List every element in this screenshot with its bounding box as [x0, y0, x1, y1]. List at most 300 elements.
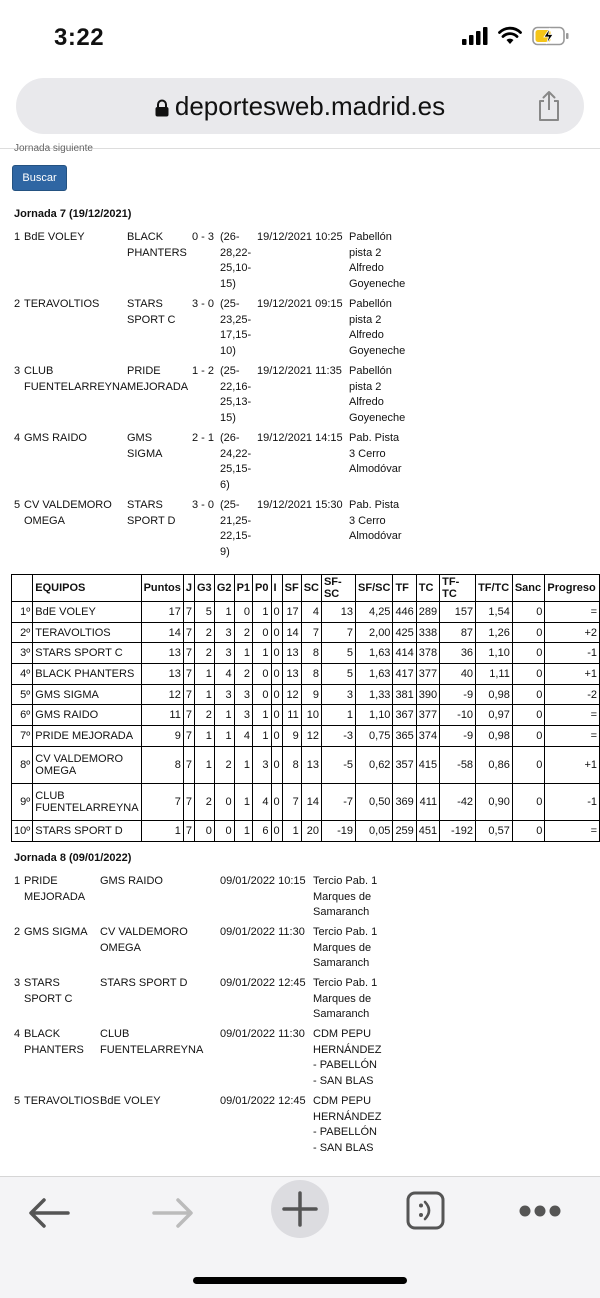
standings-cell: 13: [282, 643, 301, 664]
standings-cell: =: [545, 602, 600, 623]
standings-cell: 36: [440, 643, 476, 664]
standings-cell: 1: [234, 783, 252, 820]
standings-cell: 0: [271, 820, 282, 841]
standings-cell: 0: [253, 664, 271, 685]
standings-cell: 0: [253, 622, 271, 643]
match-venue: Tercio Pab. 1: [313, 875, 378, 887]
away-team: SPORT D: [127, 514, 176, 527]
match-number: 2: [14, 926, 21, 938]
standings-row: [12, 643, 600, 664]
match-venue: Alfredo: [349, 329, 384, 342]
standings-cell: 14: [282, 622, 301, 643]
standings-row: [12, 705, 600, 726]
standings-cell: 13: [141, 643, 183, 664]
standings-cell: 2,00: [356, 622, 393, 643]
standings-cell: 7: [183, 622, 194, 643]
column-header: J: [183, 575, 194, 602]
home-team: STARS: [24, 977, 60, 989]
standings-cell: 414: [393, 643, 416, 664]
standings-cell: 87: [440, 622, 476, 643]
match-datetime: 09/01/2022 12:45: [220, 1095, 306, 1107]
standings-row: [12, 783, 600, 820]
match-datetime: 09/01/2022 11:30: [220, 1028, 305, 1040]
match-venue: Samaranch: [313, 906, 370, 919]
standings-cell: 10º: [12, 820, 33, 841]
standings-cell: 8: [141, 746, 183, 783]
away-team: BLACK: [127, 231, 164, 243]
standings-cell: 2º: [12, 622, 33, 643]
match-venue: Marques de: [313, 992, 372, 1005]
standings-header-row: [12, 575, 600, 602]
match-number: 5: [14, 1095, 21, 1107]
standings-cell: 369: [393, 783, 416, 820]
set-scores: (26-: [220, 231, 240, 243]
standings-cell: -9: [440, 726, 476, 747]
column-header: TF/TC: [476, 575, 513, 602]
home-team: TERAVOLTIOS: [24, 1095, 100, 1107]
standings-cell: 7: [183, 783, 194, 820]
standings-cell: 17: [282, 602, 301, 623]
match-number: 3: [14, 365, 21, 377]
team-name-cell: GMS SIGMA: [33, 684, 141, 705]
standings-cell: 13: [321, 602, 355, 623]
away-team: STARS: [127, 298, 163, 310]
match-score: 1 - 2: [192, 365, 215, 377]
away-team: STARS SPORT D: [100, 977, 188, 989]
page-content: [0, 143, 600, 1175]
standings-cell: 1: [282, 820, 301, 841]
standings-cell: 2: [194, 643, 214, 664]
standings-row: [12, 664, 600, 685]
standings-cell: -2: [545, 684, 600, 705]
team-name-cell: CLUB FUENTELARREYNA: [33, 783, 141, 820]
standings-cell: 2: [214, 746, 234, 783]
home-team: CV VALDEMORO: [24, 499, 112, 511]
standings-cell: 7: [183, 705, 194, 726]
standings-cell: 0: [271, 602, 282, 623]
away-team: SIGMA: [127, 447, 163, 460]
standings-cell: 0,98: [476, 726, 513, 747]
lock-icon: [155, 99, 169, 117]
set-scores: (25-: [220, 499, 240, 511]
standings-cell: 0: [512, 726, 545, 747]
away-team: MEJORADA: [127, 380, 189, 393]
match-venue: CDM PEPU: [313, 1028, 372, 1040]
standings-cell: 0: [271, 643, 282, 664]
standings-cell: 1: [253, 726, 271, 747]
standings-row: [12, 726, 600, 747]
match-datetime: 19/12/2021 14:15: [257, 432, 343, 444]
standings-cell: 3: [234, 705, 252, 726]
standings-cell: 11: [141, 705, 183, 726]
back-arrow-icon[interactable]: [26, 1195, 72, 1231]
standings-cell: 0,90: [476, 783, 513, 820]
match-venue: Almodóvar: [349, 463, 402, 476]
standings-cell: 415: [416, 746, 439, 783]
standings-cell: 1: [234, 746, 252, 783]
standings-cell: 0: [512, 783, 545, 820]
standings-cell: 378: [416, 643, 439, 664]
match-venue: Pabellón: [349, 231, 392, 243]
standings-cell: -9: [440, 684, 476, 705]
match-venue: HERNÁNDEZ: [313, 1110, 382, 1123]
set-scores: 23,25-: [220, 313, 252, 326]
home-team: GMS RAIDO: [24, 432, 87, 444]
standings-cell: 1: [214, 705, 234, 726]
standings-cell: -58: [440, 746, 476, 783]
match-venue: Samaranch: [313, 957, 370, 970]
standings-cell: -5: [321, 746, 355, 783]
standings-cell: 1,54: [476, 602, 513, 623]
standings-cell: 1: [253, 602, 271, 623]
standings-cell: 8º: [12, 746, 33, 783]
team-name-cell: STARS SPORT D: [33, 820, 141, 841]
standings-cell: 2: [194, 783, 214, 820]
standings-cell: 1º: [12, 602, 33, 623]
standings-cell: 377: [416, 664, 439, 685]
standings-cell: 7: [282, 783, 301, 820]
home-team: MEJORADA: [24, 890, 86, 903]
standings-cell: 0,98: [476, 684, 513, 705]
standings-row: [12, 602, 600, 623]
standings-row: [12, 684, 600, 705]
standings-cell: 4: [234, 726, 252, 747]
standings-cell: 0: [512, 622, 545, 643]
standings-cell: 9: [301, 684, 321, 705]
standings-cell: 14: [301, 783, 321, 820]
status-time: 3:22: [54, 24, 105, 51]
standings-cell: 1: [321, 705, 355, 726]
standings-cell: 357: [393, 746, 416, 783]
standings-cell: 7: [183, 602, 194, 623]
status-icons: [462, 26, 570, 46]
home-team: FUENTELARREYNA: [24, 380, 128, 393]
column-header: TF: [393, 575, 416, 602]
match-venue: - SAN BLAS: [313, 1075, 374, 1088]
set-scores: 25,10-: [220, 262, 252, 275]
match-venue: Pabellón: [349, 298, 392, 310]
standings-cell: 1: [234, 820, 252, 841]
standings-cell: 0: [271, 622, 282, 643]
match-datetime: 19/12/2021 09:15: [257, 298, 343, 310]
standings-cell: 11: [282, 705, 301, 726]
standings-cell: 4: [253, 783, 271, 820]
away-team: GMS: [127, 432, 153, 444]
standings-cell: 7: [183, 726, 194, 747]
standings-cell: 0: [194, 820, 214, 841]
standings-cell: 0,57: [476, 820, 513, 841]
column-header: G3: [194, 575, 214, 602]
match-venue: Goyeneche: [349, 412, 406, 425]
match-venue: - PABELLÓN: [313, 1126, 377, 1139]
match-venue: Pab. Pista: [349, 432, 400, 444]
standings-cell: 0,50: [356, 783, 393, 820]
match-venue: Alfredo: [349, 262, 384, 275]
search-button[interactable]: Buscar: [12, 165, 67, 191]
home-team: TERAVOLTIOS: [24, 298, 100, 310]
standings-cell: 4: [301, 602, 321, 623]
standings-cell: 6º: [12, 705, 33, 726]
match-venue: pista 2: [349, 313, 382, 326]
standings-cell: 1: [194, 746, 214, 783]
standings-cell: 0: [271, 726, 282, 747]
standings-cell: 1: [141, 820, 183, 841]
standings-cell: 2: [194, 622, 214, 643]
team-name-cell: TERAVOLTIOS: [33, 622, 141, 643]
team-name-cell: PRIDE MEJORADA: [33, 726, 141, 747]
standings-cell: 1: [214, 602, 234, 623]
signal-icon: [462, 27, 488, 45]
standings-cell: 0: [214, 820, 234, 841]
set-scores: 15): [220, 412, 236, 425]
column-header: [12, 575, 33, 602]
set-scores: (25-: [220, 298, 240, 310]
match-score: 3 - 0: [192, 298, 215, 310]
standings-cell: +2: [545, 622, 600, 643]
standings-cell: 7: [321, 622, 355, 643]
standings-cell: 6: [253, 820, 271, 841]
standings-cell: -1: [545, 643, 600, 664]
standings-cell: 1: [194, 664, 214, 685]
standings-cell: 5: [321, 643, 355, 664]
standings-cell: 7: [301, 622, 321, 643]
standings-cell: 7: [183, 684, 194, 705]
jornada-8-title: Jornada 8 (09/01/2022): [14, 852, 132, 864]
away-team: SPORT C: [127, 313, 176, 326]
away-team: PHANTERS: [127, 246, 187, 259]
team-name-cell: BdE VOLEY: [33, 602, 141, 623]
standings-cell: 1: [253, 705, 271, 726]
home-team: OMEGA: [24, 514, 65, 527]
set-scores: 15): [220, 278, 236, 291]
standings-cell: -42: [440, 783, 476, 820]
home-team: PHANTERS: [24, 1043, 84, 1056]
standings-cell: 7: [141, 783, 183, 820]
standings-cell: -7: [321, 783, 355, 820]
battery-charging-icon: [532, 26, 570, 46]
column-header: Sanc: [512, 575, 545, 602]
column-header: TC: [416, 575, 439, 602]
standings-cell: 0,97: [476, 705, 513, 726]
standings-cell: 7: [183, 664, 194, 685]
standings-cell: 3: [253, 746, 271, 783]
standings-cell: 14: [141, 622, 183, 643]
standings-cell: 411: [416, 783, 439, 820]
standings-cell: 451: [416, 820, 439, 841]
set-scores: 22,16-: [220, 380, 252, 393]
standings-cell: 4,25: [356, 602, 393, 623]
standings-cell: 1: [214, 726, 234, 747]
standings-cell: 1: [234, 643, 252, 664]
match-number: 4: [14, 1028, 21, 1040]
standings-cell: 12: [282, 684, 301, 705]
match-datetime: 19/12/2021 11:35: [257, 365, 342, 377]
standings-cell: 0: [271, 664, 282, 685]
set-scores: 6): [220, 479, 230, 492]
match-score: 2 - 1: [192, 432, 215, 444]
standings-cell: 3º: [12, 643, 33, 664]
plus-icon[interactable]: [270, 1179, 330, 1239]
team-name-cell: CV VALDEMORO OMEGA: [33, 746, 141, 783]
forward-arrow-icon[interactable]: [150, 1195, 196, 1231]
standings-cell: 3: [214, 643, 234, 664]
standings-cell: 289: [416, 602, 439, 623]
standings-cell: 0: [253, 684, 271, 705]
away-team: CV VALDEMORO: [100, 926, 188, 938]
standings-cell: 0: [512, 746, 545, 783]
standings-cell: 157: [440, 602, 476, 623]
set-scores: 17,15-: [220, 329, 252, 342]
standings-cell: 338: [416, 622, 439, 643]
standings-cell: 7: [183, 643, 194, 664]
match-venue: 3 Cerro: [349, 447, 386, 460]
standings-cell: 1,11: [476, 664, 513, 685]
column-header: SF/SC: [356, 575, 393, 602]
standings-cell: 0,05: [356, 820, 393, 841]
standings-cell: 17: [141, 602, 183, 623]
standings-cell: 0: [271, 705, 282, 726]
standings-cell: 367: [393, 705, 416, 726]
home-team: CLUB: [24, 365, 54, 377]
match-number: 2: [14, 298, 21, 310]
standings-cell: 20: [301, 820, 321, 841]
status-bar: [0, 0, 600, 74]
standings-cell: 13: [301, 746, 321, 783]
standings-cell: 1: [194, 684, 214, 705]
standings-cell: 1: [194, 726, 214, 747]
set-scores: 24,22-: [220, 447, 252, 460]
standings-cell: 3: [321, 684, 355, 705]
standings-cell: 3: [214, 684, 234, 705]
standings-cell: 0: [512, 820, 545, 841]
standings-cell: 2: [234, 664, 252, 685]
standings-cell: +1: [545, 746, 600, 783]
home-team: PRIDE: [24, 875, 58, 887]
standings-cell: 1,63: [356, 643, 393, 664]
match-venue: HERNÁNDEZ: [313, 1043, 382, 1056]
standings-cell: -3: [321, 726, 355, 747]
standings-cell: 381: [393, 684, 416, 705]
match-number: 4: [14, 432, 21, 444]
standings-table: [11, 574, 600, 842]
standings-cell: 365: [393, 726, 416, 747]
standings-cell: 10: [301, 705, 321, 726]
address-bar[interactable]: [16, 78, 584, 134]
standings-cell: 5: [321, 664, 355, 685]
standings-cell: 0: [271, 783, 282, 820]
url-display[interactable]: [16, 91, 584, 122]
standings-cell: 13: [282, 664, 301, 685]
match-number: 1: [14, 875, 21, 887]
match-venue: Tercio Pab. 1: [313, 926, 378, 938]
standings-cell: 0: [512, 643, 545, 664]
standings-cell: 8: [301, 643, 321, 664]
standings-cell: 0: [234, 602, 252, 623]
match-venue: Marques de: [313, 941, 372, 954]
standings-cell: 9: [141, 726, 183, 747]
standings-cell: 5º: [12, 684, 33, 705]
standings-cell: -19: [321, 820, 355, 841]
standings-cell: 8: [301, 664, 321, 685]
standings-cell: 0: [512, 664, 545, 685]
team-name-cell: BLACK PHANTERS: [33, 664, 141, 685]
away-team: GMS RAIDO: [100, 875, 163, 887]
home-team: BLACK: [24, 1028, 61, 1040]
standings-row: [12, 622, 600, 643]
column-header: P1: [234, 575, 252, 602]
column-header: SF: [282, 575, 301, 602]
match-venue: 3 Cerro: [349, 514, 386, 527]
standings-cell: 8: [282, 746, 301, 783]
match-venue: Pabellón: [349, 365, 392, 377]
standings-cell: +1: [545, 664, 600, 685]
standings-cell: -1: [545, 783, 600, 820]
match-number: 1: [14, 231, 21, 243]
standings-cell: 12: [301, 726, 321, 747]
standings-cell: 0: [512, 602, 545, 623]
standings-cell: 417: [393, 664, 416, 685]
home-indicator: [193, 1277, 407, 1284]
standings-cell: 3: [234, 684, 252, 705]
set-scores: 10): [220, 345, 236, 358]
match-venue: Almodóvar: [349, 530, 402, 543]
standings-cell: 0: [271, 684, 282, 705]
match-venue: pista 2: [349, 246, 382, 259]
set-scores: (25-: [220, 365, 240, 377]
match-venue: pista 2: [349, 380, 382, 393]
standings-cell: 0: [512, 684, 545, 705]
match-venue: Pab. Pista: [349, 499, 400, 511]
standings-cell: 7: [183, 746, 194, 783]
standings-cell: 9: [282, 726, 301, 747]
standings-cell: -192: [440, 820, 476, 841]
share-icon[interactable]: [536, 90, 562, 122]
match-datetime: 09/01/2022 12:45: [220, 977, 306, 989]
standings-cell: 425: [393, 622, 416, 643]
standings-cell: 4: [214, 664, 234, 685]
tabs-icon[interactable]: [406, 1191, 446, 1231]
standings-cell: 446: [393, 602, 416, 623]
cut-off-text: Jornada siguiente: [14, 143, 93, 154]
column-header: Progreso: [545, 575, 600, 602]
standings-cell: 0: [214, 783, 234, 820]
column-header: Puntos: [141, 575, 183, 602]
away-team: PRIDE: [127, 365, 161, 377]
standings-cell: 12: [141, 684, 183, 705]
away-team: STARS: [127, 499, 163, 511]
match-venue: - PABELLÓN: [313, 1059, 377, 1072]
standings-cell: 374: [416, 726, 439, 747]
standings-cell: 0: [271, 746, 282, 783]
match-datetime: 19/12/2021 10:25: [257, 231, 343, 243]
home-team: BdE VOLEY: [24, 231, 85, 243]
standings-cell: 1,63: [356, 664, 393, 685]
match-venue: Goyeneche: [349, 278, 406, 291]
column-header: G2: [214, 575, 234, 602]
standings-cell: =: [545, 726, 600, 747]
standings-cell: 1,33: [356, 684, 393, 705]
column-header: EQUIPOS: [33, 575, 141, 602]
standings-cell: 5: [194, 602, 214, 623]
standings-cell: 1,10: [476, 643, 513, 664]
set-scores: 9): [220, 546, 230, 559]
more-icon[interactable]: [519, 1205, 563, 1217]
team-name-cell: STARS SPORT C: [33, 643, 141, 664]
match-venue: - SAN BLAS: [313, 1142, 374, 1155]
home-team: SPORT C: [24, 992, 73, 1005]
standings-cell: 390: [416, 684, 439, 705]
standings-cell: 9º: [12, 783, 33, 820]
